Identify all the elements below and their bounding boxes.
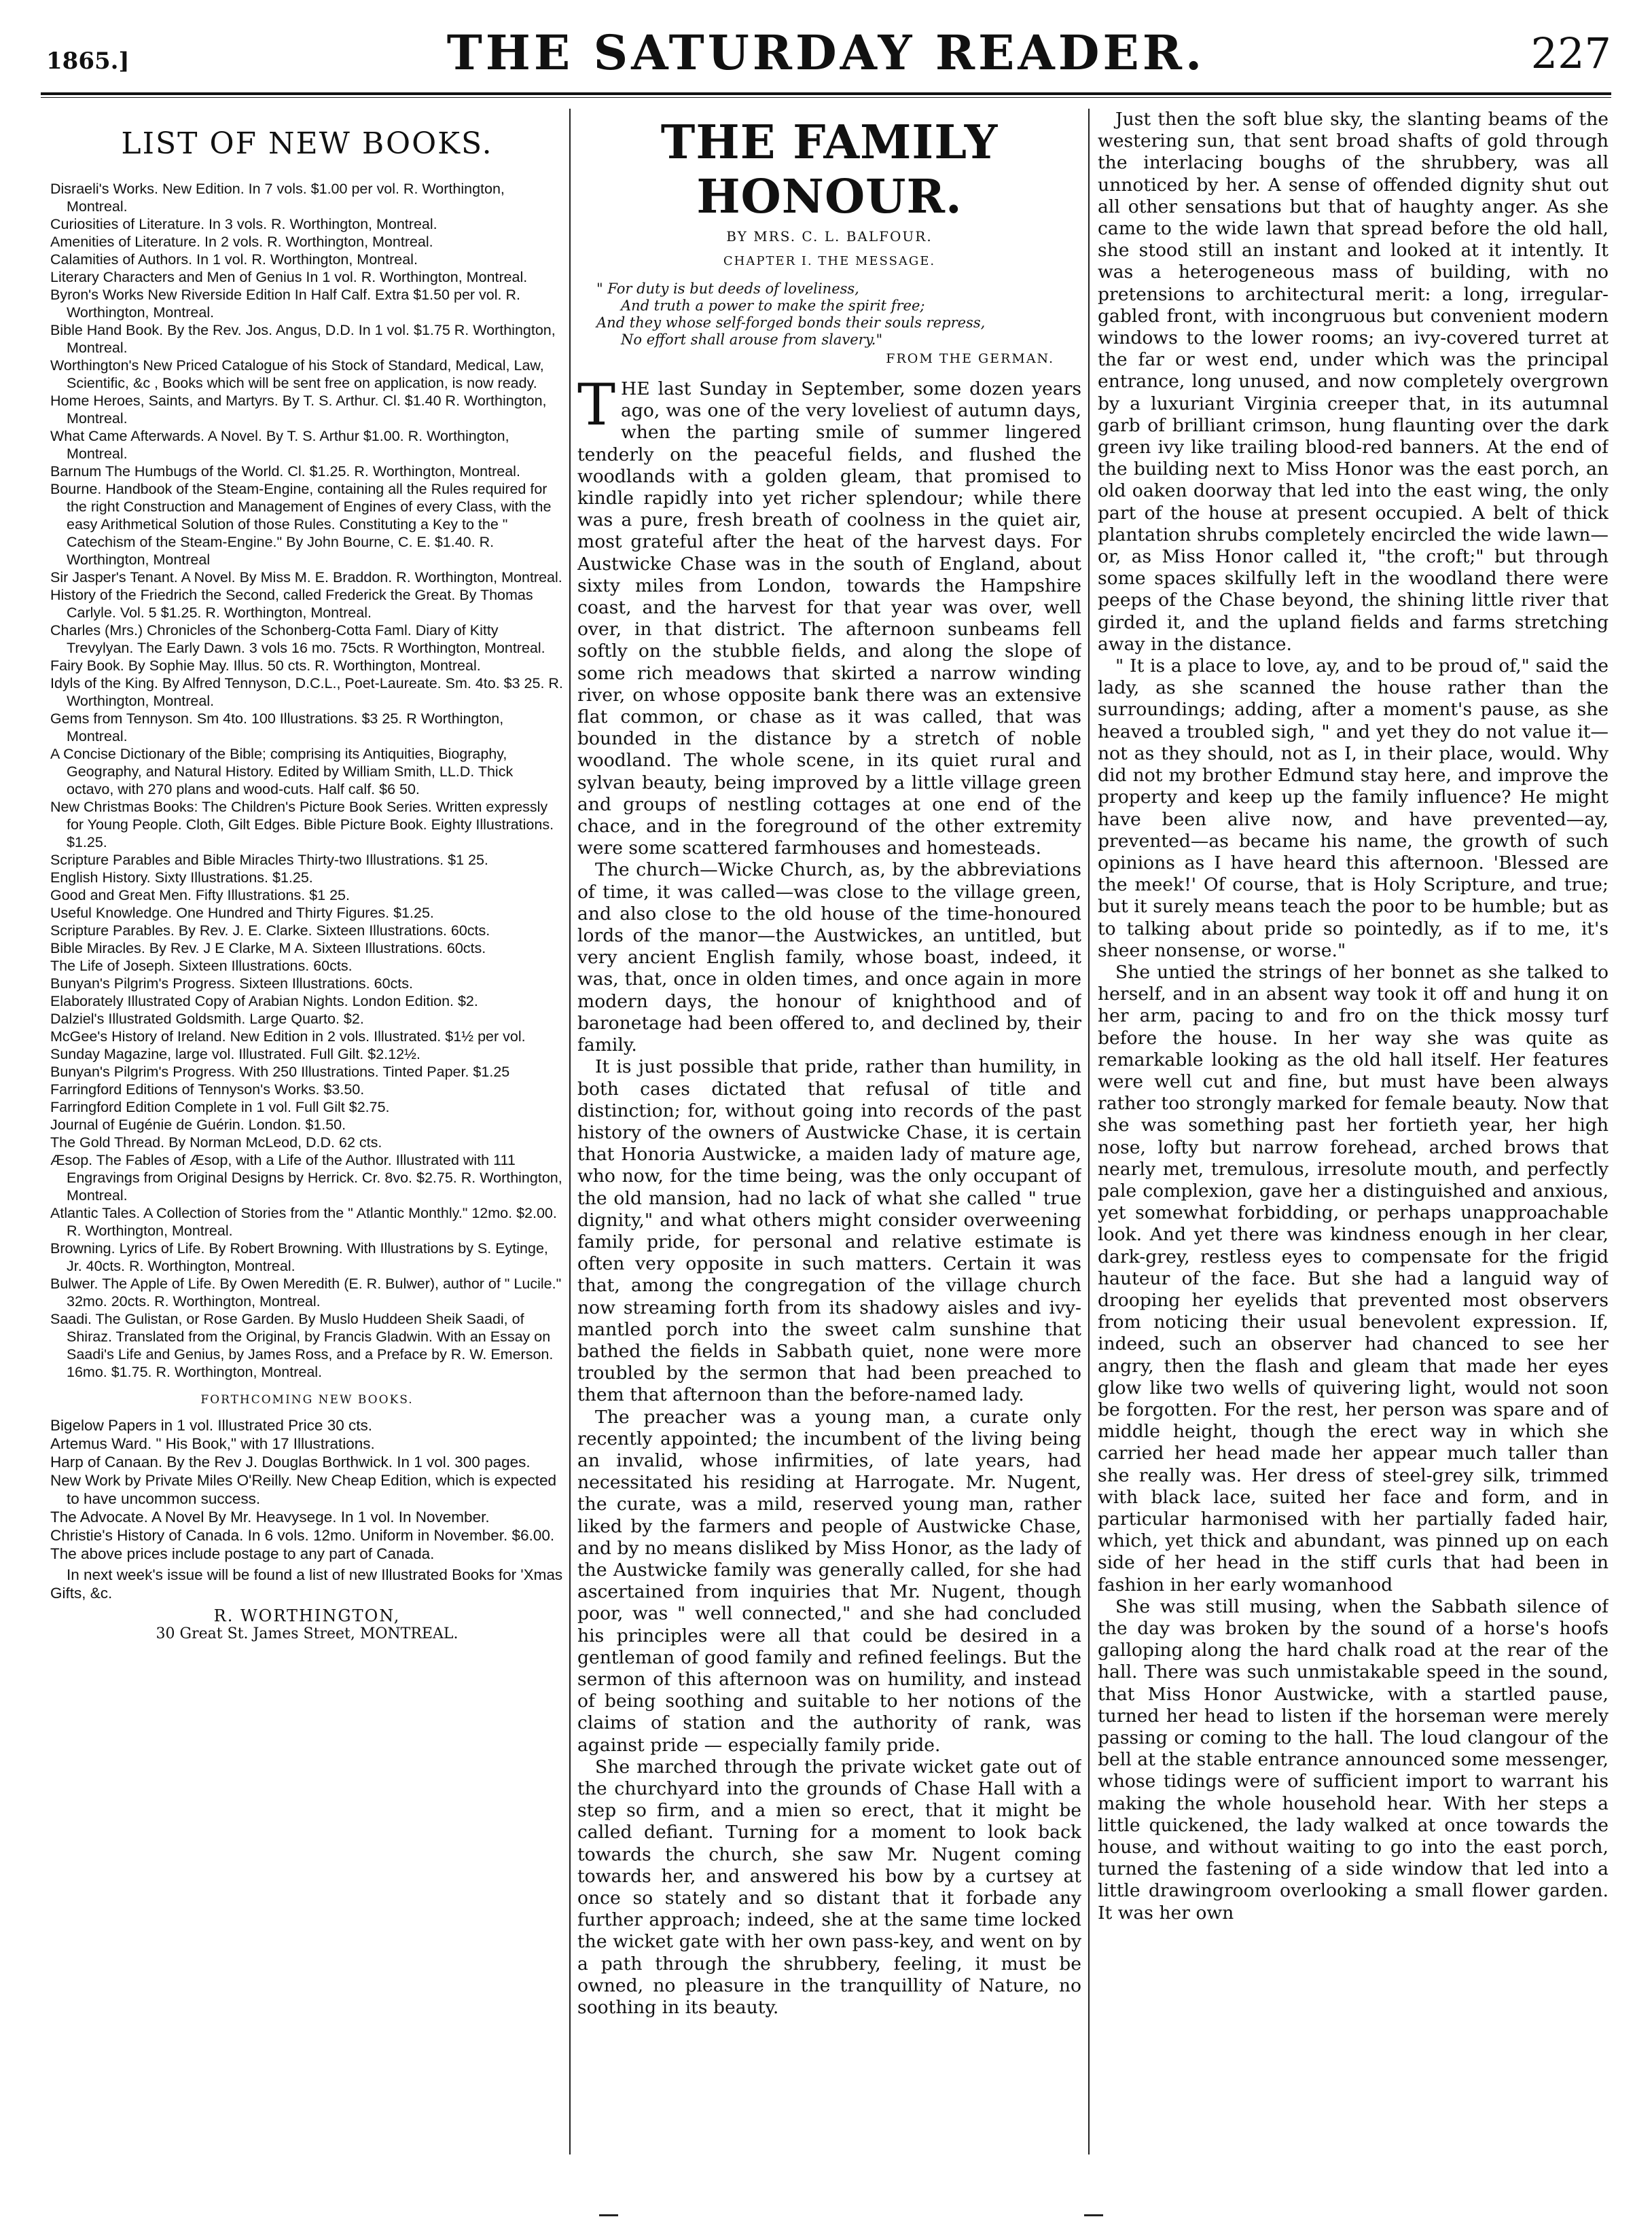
book-entry: Disraeli's Works. New Edition. In 7 vols. $1.00 per vol. R. Worthington, Montreal. [50, 181, 505, 215]
chapter-heading: CHAPTER I. THE MESSAGE. [723, 254, 936, 268]
book-entry: Bulwer. The Apple of Life. By Owen Meredith (E. R. Bulwer), author of " Lucile." 32mo. 20cts. R. Worthington, Montreal. [50, 1276, 562, 1310]
story-paragraph: The church—Wicke Church, as, by the abbreviations of time, it was called—was close to the village green, and also close to the old house of the time-honoured lords of the manor—the Austwickes, an untitled, but very ancient English family, whose boast, indeed, it was, that, once in olden times, and once again in more modern days, the honour of knighthood and of baronetage had been offered to, and declined by, their family. [577, 859, 1081, 1056]
book-entry: Elaborately Illustrated Copy of Arabian Nights. London Edition. $2. [50, 993, 478, 1009]
book-entry: Christie's History of Canada. In 6 vols. 12mo. Uniform in November. $6.00. [50, 1527, 555, 1544]
header-year: 1865.] [46, 48, 130, 75]
book-entry: Charles (Mrs.) Chronicles of the Schonberg-Cotta Faml. Diary of Kitty Trevylyan. The Early Dawn. 3 vols 16 mo. 75cts. R Worthington, Montreal. [50, 622, 545, 656]
book-entry: The Advocate. A Novel By Mr. Heavysege. In 1 vol. In November. [50, 1509, 490, 1526]
print-mark [1084, 2214, 1103, 2216]
book-entry: Bible Miracles. By Rev. J E Clarke, M A. Sixteen Illustrations. 60cts. [50, 940, 486, 956]
book-entry: The Life of Joseph. Sixteen Illustrations. 60cts. [50, 958, 353, 974]
story-paragraph: Just then the soft blue sky, the slanting beams of the westering sun, that sent broad shafts of gold through the interlacing boughs of the shrubbery, was all unnoticed by her. A sense of offended dignity shut out all other sensations but that of haughty anger. As she came to the wide lawn that spread before the old hall, she stood still an instant and looked at it intently. It was a heterogeneous mass of building, with no pretensions to architectural merit: a long, irregular-gabled front, with incongruous but convenient modern windows to the lower rooms; an ivy-covered turret at the far or west end, under which was the principal entrance, long unused, and now completely overgrown by a luxuriant Virginia creeper that, in its autumnal garb of brilliant crimson, hung flaunting over the dark green ivy like trailing blood-red banners. At the end of the building next to Miss Honor was the east porch, an old oaken doorway that led into the east wing, the only part of the house at present occupied. A belt of thick plantation shrubs completely encircled the wide lawn—or, as Miss Honor called it, "the croft;" but through some spaces skilfully left in the woodland there were peeps of the Chase beyond, the shining little river that girded it, and the upland fields and farms stretching away in the distance. [1098, 109, 1609, 655]
book-entry: Saadi. The Gulistan, or Rose Garden. By Muslo Huddeen Sheik Saadi, of Shiraz. Translated from the Original, by Francis Gladwin. With an Essay on Saadi's Life and Genius, by James Ross, and a Preface by R. W. Emerson. 16mo. $1.75. R. Worthington, Montreal. [50, 1311, 554, 1380]
page-number: 227 [1530, 29, 1611, 78]
book-entry: New Work by Private Miles O'Reilly. New Cheap Edition, which is expected to have uncommon success. [50, 1472, 556, 1507]
book-entry: Fairy Book. By Sophie May. Illus. 50 cts. R. Worthington, Montreal. [50, 657, 481, 674]
story-column-1 [577, 109, 1081, 2188]
story-paragraph: She untied the strings of her bonnet as she talked to herself, and in an absent way took it off and hung it on her arm, pacing to and fro on the thick mossy turf before the house. In her way she was quite as remarkable looking as the old hall itself. Her features were well cut and fine, but must have been always rather too strongly marked for female beauty. Now that she was something past her fortieth year, her high nose, lofty but narrow forehead, arched brows that nearly met, tremulous, irresolute mouth, and perfectly pale complexion, gave her a distinguished and anxious, yet somewhat forbidding, or perhaps unapproachable look. And yet there was kindness enough in her clear, dark-grey, restless eyes to compensate for the frigid hauteur of the face. But she had a languid way of drooping her eyelids that prevented most observers from noticing their usual benevolent expression. If, indeed, such an observer had chanced to see her angry, then the flash and gleam that made her eyes glow like two wells of quivering light, would not soon be forgotten. For the rest, her person was spare and of middle height, though the erect way in which she carried her head made her appear much taller than she really was. Her dress of steel-grey silk, trimmed with black lace, suited her face and form, and in particular harmonised with her partially faded hair, which, yet thick and abundant, was pinned up on each side of her head in the stiff curls that had been in fashion in her early womanhood [1098, 961, 1609, 1595]
story-byline: BY MRS. C. L. BALFOUR. [726, 228, 933, 245]
epigraph-line: And truth a power to make the spirit free; [621, 297, 925, 314]
book-entry: Farringford Editions of Tennyson's Works. $3.50. [50, 1081, 365, 1098]
book-entry: Æsop. The Fables of Æsop, with a Life of the Author. Illustrated with 111 Engravings from Original Designs by Herrick. Cr. 8vo. $2.75. R. Worthington, Montreal. [50, 1152, 562, 1204]
book-entry: The above prices include postage to any part of Canada. [50, 1545, 435, 1562]
header-rule [41, 92, 1611, 98]
book-entry: Bunyan's Pilgrim's Progress. With 250 Illustrations. Tinted Paper. $1.25 [50, 1064, 510, 1080]
epigraph-line: And they whose self-forged bonds their souls repress, [596, 314, 986, 331]
book-entry: Browning. Lyrics of Life. By Robert Browning. With Illustrations by S. Eytinge, Jr. 40cts. R. Worthington, Montreal. [50, 1240, 548, 1274]
book-entry: Worthington's New Priced Catalogue of his Stock of Standard, Medical, Law, Scientific, &c , Books which will be sent free on application, is now ready. [50, 357, 544, 391]
book-entry: Good and Great Men. Fifty Illustrations. $1 25. [50, 887, 350, 903]
book-entry: The Gold Thread. By Norman McLeod, D.D. 62 cts. [50, 1134, 382, 1151]
book-entry: Sunday Magazine, large vol. Illustrated. Full Gilt. $2.12½. [50, 1046, 420, 1062]
book-entry: Bigelow Papers in 1 vol. Illustrated Price 30 cts. [50, 1417, 372, 1434]
story-column-2 [1098, 109, 1609, 2188]
book-entry: Dalziel's Illustrated Goldsmith. Large Quarto. $2. [50, 1011, 364, 1027]
story-paragraph: " It is a place to love, ay, and to be proud of," said the lady, as she scanned the house rather than the surroundings; adding, after a moment's pause, as she heaved a troubled sigh, " and yet they do not value it—not as they should, not as I, in their place, would. Why did not my brother Edmund stay here, and improve the property and keep up the family influence? He might have been alive now, and have prevented—ay, prevented—as became his name, the growth of such opinions as I have heard this afternoon. 'Blessed are the meek!' Of course, that is Holy Scripture, and true; but it surely means teach the poor to be humble; but as to talking about pride so pointedly, as if to me, it's sheer nonsense, or worse." [1098, 655, 1609, 961]
print-marks [598, 2202, 1114, 2229]
book-entry: A Concise Dictionary of the Bible; comprising its Antiquities, Biography, Geography, and Natural History. Edited by William Smith, LL.D. Thick octavo, with 270 plans and wood-cuts. Half calf. $6 50. [50, 746, 514, 797]
story-paragraph [577, 372, 1081, 859]
advertiser-name: R. WORTHINGTON, [213, 1606, 401, 1625]
book-entry: Gems from Tennyson. Sm 4to. 100 Illustrations. $3 25. R Worthington, Montreal. [50, 710, 504, 744]
book-list-title: LIST OF NEW BOOKS. [121, 126, 493, 161]
story-paragraph: She was still musing, when the Sabbath silence of the day was broken by the sound of a horse's hoofs galloping along the hard chalk road at the rear of the hall. There was such unmistakable speed in the sound, that Miss Honor Austwicke, with a startled pause, turned her head to listen if the horseman were merely passing or coming to the hall. The loud clangour of the bell at the stable entrance announced some messenger, whose tidings were of sufficient import to warrant his making the whole household hear. With her steps a little quickened, the lady walked at once towards the house, and without waiting to go into the east porch, turned the fastening of a side window that led into a little drawingroom overlooking a small flower garden. It was her own [1098, 1595, 1609, 1924]
advertiser-address: 30 Great St. James Street, MONTREAL. [156, 1625, 459, 1642]
running-header [41, 16, 1611, 84]
book-entry: Artemus Ward. " His Book," with 17 Illustrations. [50, 1435, 375, 1452]
story-paragraph: She marched through the private wicket gate out of the churchyard into the grounds of Chase Hall with a step so firm, and a mien so erect, that it might be called defiant. Turning for a moment to look back towards the church, she saw Mr. Nugent coming towards her, and answered his bow by a curtsey at once so stately and so distant that it forbade any further approach; indeed, she at the same time locked the wicket gate with her own pass-key, and went on by a path through the shrubbery, feeling, it must be owned, no pleasure in the tranquillity of Nature, no soothing in its beauty. [577, 1756, 1081, 2019]
story-paragraph: It is just possible that pride, rather than humility, in both cases dictated that refusal of title and distinction; for, without going into records of the past history of the owners of Austwicke Chase, it is certain that Honoria Austwicke, a maiden lady of mature age, who now, for the time being, was the only occupant of the old mansion, had no lack of what she called " true dignity," and what others might consider overweening family pride, for personal and relative estimate is often very opposite in such matters. Certain it was that, among the congregation of the village church now streaming forth from its shadowy aisles and ivy-mantled porch into the sweet calm sunshine that bathed the fields in Sabbath quiet, none were more troubled by the sermon that had been preached to them that afternoon than the before-named lady. [577, 1056, 1081, 1406]
book-entry: Scripture Parables and Bible Miracles Thirty-two Illustrations. $1 25. [50, 852, 488, 868]
book-entry: Byron's Works New Riverside Edition In Half Calf. Extra $1.50 per vol. R. Worthington, Montreal. [50, 287, 520, 321]
book-entry: New Christmas Books: The Children's Picture Book Series. Written expressly for Young People. Cloth, Gilt Edges. Bible Picture Book. Eighty Illustrations. $1.25. [50, 799, 554, 850]
forthcoming-title: FORTHCOMING NEW BOOKS. [200, 1393, 414, 1407]
book-entry: Harp of Canaan. By the Rev J. Douglas Borthwick. In 1 vol. 300 pages. [50, 1454, 531, 1471]
masthead-title: THE SATURDAY READER. [446, 24, 1206, 81]
epigraph-source: FROM THE GERMAN. [886, 351, 1054, 366]
book-entry: Sir Jasper's Tenant. A Novel. By Miss M. E. Braddon. R. Worthington, Montreal. [50, 569, 562, 585]
book-list-column [50, 109, 564, 2188]
column-divider [569, 109, 571, 2154]
next-issue-note: In next week's issue will be found a list of new Illustrated Books for 'Xmas Gifts, &c. [50, 1566, 563, 1602]
story-paragraph: The preacher was a young man, a curate only recently appointed; the incumbent of the living being an invalid, whose infirmities, of late years, had necessitated his residing at Harrogate. Mr. Nugent, the curate, was a mild, reserved young man, rather liked by the farmers and people of Austwicke Chase, and by no means disliked by Miss Honor, as the lady of the Austwicke family was generally called, for she had ascertained from inquiries that Mr. Nugent, though poor, was " well connected," and she had concluded his principles were all that could be desired in a gentleman of good family and refined feelings. But the sermon of this afternoon was on humility, and instead of being soothing and suitable to her notions of the claims of station and the authority of rank, was against pride — especially family pride. [577, 1406, 1081, 1756]
book-entry: Journal of Eugénie de Guérin. London. $1.50. [50, 1117, 346, 1133]
book-list [50, 180, 564, 1381]
book-entry: English History. Sixty Illustrations. $1.25. [50, 869, 313, 886]
book-entry: What Came Afterwards. A Novel. By T. S. Arthur $1.00. R. Worthington, Montreal. [50, 428, 509, 462]
drop-cap: T [577, 372, 616, 438]
epigraph-line: " For duty is but deeds of loveliness, [596, 281, 859, 297]
book-entry: McGee's History of Ireland. New Edition in 2 vols. Illustrated. $1½ per vol. [50, 1028, 526, 1045]
book-entry: Bunyan's Pilgrim's Progress. Sixteen Illustrations. 60cts. [50, 975, 413, 992]
book-entry: Farringford Edition Complete in 1 vol. Full Gilt $2.75. [50, 1099, 390, 1115]
print-mark [599, 2214, 618, 2216]
book-entry: Home Heroes, Saints, and Martyrs. By T. S. Arthur. Cl. $1.40 R. Worthington, Montreal. [50, 393, 547, 427]
book-entry: Idyls of the King. By Alfred Tennyson, D.C.L., Poet-Laureate. Sm. 4to. $3 25. R. Worthington, Montreal. [50, 675, 563, 709]
book-entry: Calamities of Authors. In 1 vol. R. Worthington, Montreal. [50, 251, 418, 268]
paragraph-text: HE last Sunday in September, some dozen years ago, was one of the very loveliest of autumn days, when the parting smile of summer lingered tenderly on the peaceful fields, and flushed the woodlands with a golden gleam, that promised to kindle rapidly into yet richer splendour; while there was a pure, fresh breath of coolness in the quiet air, most grateful after the heat of the harvest days. For Austwicke Chase was in the south of England, about sixty miles from London, towards the Hampshire coast, and the harvest for that year was over, well over, in that district. The afternoon sunbeams fell softly on the stubble fields, and along the slope of some rich meadows that skirted a narrow winding river, on whose opposite bank there was an extensive flat common, or chase as it was called, that was bounded in the distance by a stretch of noble woodland. The whole scene, in its quiet rural and sylvan beauty, being improved by a little village green and groups of nestling cottages at one end of the chace, and in the foreground of the other extremity were some scattered farmhouses and homesteads. [577, 378, 1081, 859]
book-entry: Amenities of Literature. In 2 vols. R. Worthington, Montreal. [50, 234, 433, 250]
forthcoming-list [50, 1416, 564, 1563]
book-entry: Atlantic Tales. A Collection of Stories from the " Atlantic Monthly." 12mo. $2.00. R. Worthington, Montreal. [50, 1205, 557, 1239]
book-entry: Scripture Parables. By Rev. J. E. Clarke. Sixteen Illustrations. 60cts. [50, 922, 490, 939]
book-entry: Bible Hand Book. By the Rev. Jos. Angus, D.D. In 1 vol. $1.75 R. Worthington, Montreal. [50, 322, 556, 356]
book-entry: Barnum The Humbugs of the World. Cl. $1.25. R. Worthington, Montreal. [50, 463, 520, 480]
epigraph-line: No effort shall arouse from slavery." [621, 331, 883, 348]
book-entry: History of the Friedrich the Second, called Frederick the Great. By Thomas Carlyle. Vol. 5 $1.25. R. Worthington, Montreal. [50, 587, 533, 621]
book-entry: Literary Characters and Men of Genius In 1 vol. R. Worthington, Montreal. [50, 269, 528, 285]
book-entry: Bourne. Handbook of the Steam-Engine, containing all the Rules required for the right Construction and Management of Engines of every Class, with the easy Arithmetical Solution of those Rules. Constituting a Key to the " Catechism of the Steam-Engine." By John Bourne, C. E. $1.40. R. Worthington, Montreal [50, 481, 552, 568]
book-entry: Useful Knowledge. One Hundred and Thirty Figures. $1.25. [50, 905, 434, 921]
book-entry: Curiosities of Literature. In 3 vols. R. Worthington, Montreal. [50, 216, 437, 232]
story-title: THE FAMILY HONOUR. [660, 115, 999, 224]
column-divider [1088, 109, 1090, 2154]
epigraph [596, 281, 1081, 348]
